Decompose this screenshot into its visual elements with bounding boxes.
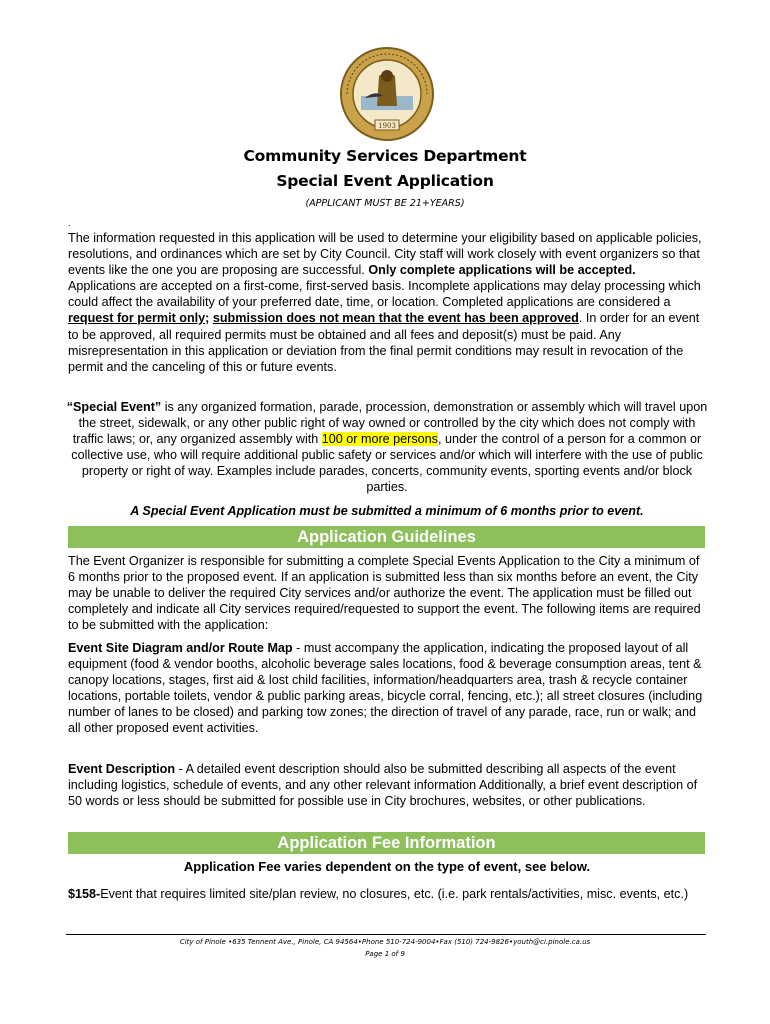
event-description-paragraph: Event Description - A detailed event description should also be submitted describing all aspects of the event including logistics, schedule of events, and any other relevant information Additionally, a brief event description of 50 words or less should be submitted for possible use in City brochures, websites, or other publications.	[68, 762, 698, 809]
city-seal-logo	[339, 46, 435, 142]
fee-intro: Application Fee varies dependent on the type of event, see below.	[183, 859, 591, 874]
fee-banner: Application Fee Information	[68, 832, 705, 854]
guidelines-banner: Application Guidelines	[68, 526, 705, 548]
intro-paragraph: The information requested in this application will be used to determine your eligibility based on applicable policies, resolutions, and ordinances which are set by City Council. City staff will work closely with event organizers so that events like the one you are proposing are successful. Only complete applications will be accepted. Applications are accepted on a first-come, first-served basis. Incomplete applications may delay processing which could affect the availability of your preferred date, time, or location. Completed applications are considered a request for permit only; submission does not mean that the event has been approved. In order for an event to be approved, all required permits must be obtained and all fees and deposit(s) must be paid. Any misrepresentation in this application or deviation from the final permit conditions may result in revocation of the permit and the canceling of this or future events.	[68, 231, 702, 374]
marker-dot: .	[68, 218, 71, 228]
submission-notice: A Special Event Application must be submitted a minimum of 6 months prior to event.	[130, 504, 644, 518]
document-title: Special Event Application	[276, 172, 494, 190]
highlighted-count: 100 or more persons	[321, 432, 438, 447]
special-event-definition: “Special Event” is any organized formation, parade, procession, demonstration or assembly which will travel upon the street, sidewalk, or any other public right of way owned or controlled by the city which does not comply with traffic laws; or, any organized assembly with 100 or more persons, under the control of a person for a common or collective use, who will require additional public safety or services and/or which will interfere with the use of public property or right of way. Examples include parades, concerts, community events, sporting events and/or block parties.	[66, 400, 708, 495]
site-diagram-paragraph: Event Site Diagram and/or Route Map - must accompany the application, indicating the proposed layout of all equipment (food & vendor booths, alcoholic beverage sales locations, food & beverage consumption areas, tent & canopy locations, stages, first aid & lost child facilities, information/headquarters area, trash & recycle container locations, portable toilets, vendor & public parking areas, bicycle corral, fencing, etc.); all street closures (including number of lanes to be closed) and parking tow zones; the direction of travel of any parade, race, run or walk; and all other proposed event activities.	[68, 641, 703, 736]
guidelines-paragraph: The Event Organizer is responsible for submitting a complete Special Events Application to the City a minimum of 6 months prior to the proposed event. If an application is submitted less than six months before an event, the City may be unable to deliver the required City services and/or authorize the event. The application must be filled out completely and indicate all City services required/requested to support the event. The following items are required to be submitted with the application:	[68, 554, 701, 633]
page-number: Page 1 of 9	[365, 950, 405, 958]
footer-address: City of Pinole •635 Tennent Ave., Pinole, CA 94564•Phone 510-724-9004•Fax (510) 724-9826•youth@ci.pinole.ca.us	[179, 938, 591, 946]
department-title: Community Services Department	[243, 147, 527, 165]
age-requirement: (APPLICANT MUST BE 21+YEARS)	[305, 198, 465, 209]
fee-item: $158-Event that requires limited site/plan review, no closures, etc. (i.e. park rentals/activities, misc. events, etc.)	[68, 887, 689, 901]
footer-divider	[66, 934, 706, 935]
svg-text:1903: 1903	[378, 122, 396, 130]
